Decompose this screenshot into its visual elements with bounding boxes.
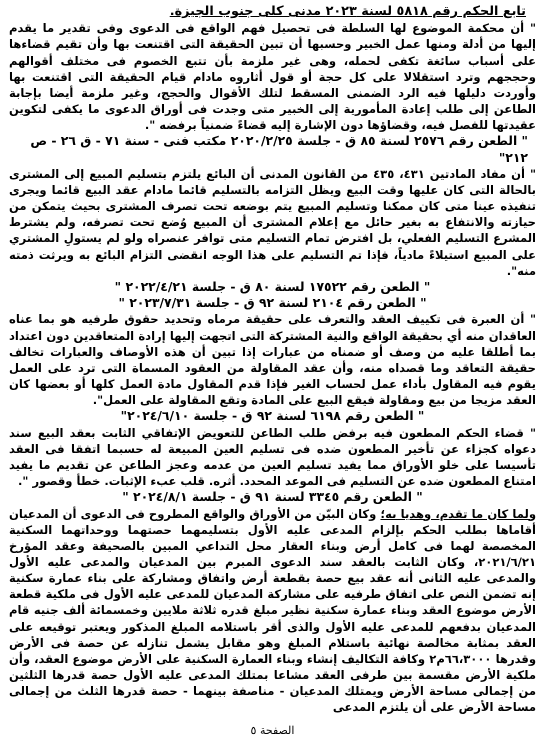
paragraph-body: وكان البيّن من الأوراق والواقع المطروح فى الدعوى أن المدعيان أقاماها بطلب الحكم بإلزام المدعى عليه الأول بتسليمهما حصتهما ووحداتهما السكنية المخصصة لهما فى كامل أرض وبناء العقار محل التداعي المبين بالصحيفة وعقد المؤرخ ٢٠٢١/٦/٢١، وكان الثابت بالعقد سند الدعوى المبرم بين المدعيان والمدعى عليه الأول والمدعى عليه الثانى أنه عقد بيع حصة بقطعة أرض واتفاق ومشاركة على بناء عمارة سكنية إنه تضمن النص على اتفاق طرفيه على مشاركة المدعيان للمدعى عليه الأول فى ملكية قطعة الأرض موضوع العقد وبناء عمارة سكنية نظير مبلغ قدره ثلاثة ملايين وخمسمائة ألف جنيه قام المدعيان بدفعهم للمدعى عليه الأول والذى أقر باستلامه المبلغ المذكور ويعتبر توقيعه على العقد بمثابة مخالصة نهائية باستلام المبلغ وهو مقابل يشمل تنازله عن حصة فى الأرض وقدرها ٦٦،٣٠٠٠م٢ وكافة التكاليف إنشاء وبناء العمارة السكنية على الأرض موضوع العقد، وأن ملكية الأرض مقسمة بين طرفى العقد مشاعا بمتلك المدعى عليه الأول حصة قدرها الثلثين من إجمالى مساحة الأرض ويمتلك المدعيان - مناصفة بينهما - حصة قدرها الثلث من إجمالى مساحة الأرض على أن يلتزم المدعى	[9, 506, 536, 715]
ruling-citation: " الطعن رقم ٢٥٧٦ لسنة ٨٥ ق - جلسة ٢٠٢٠/٢/٢٥ مكتب فنى - سنة ٧١ - ق ٢٦ - ص ٢١٢"	[30, 133, 528, 165]
page-number: الصفحة ٥	[250, 724, 295, 737]
ruling-citation: " الطعن رقم ٦١٩٨ لسنة ٩٢ ق - جلسة ٢٠٢٤/٦/١٠"	[120, 408, 425, 424]
paragraph-contract-characterization: " أن العبرة فى تكييف العقد والتعرف على حقيقة مرماه وتحديد حقوق طرفيه هو بما عناه العاقدان منه أي بحقيقة الواقع والنية المشتركة التى اتجهت إليها إرادة المتعاقدين دون اعتداد بما أطلقا عليه من وصف أو ضمناه من عبارات إذا تبين أن هذه الأوصاف والعبارات تخالف حقيقة التعاقد وما قصداه منه، وأن عقد المقاولة من العقود المسماة التى ترد على العمل يقوم فيه المقاول بأداء عمل لحساب الغير فإذا قدم المقاول مادة العمل كلها أو بعضها كان العقد مزيجا من بيع ومقاولة فيقع البيع على المادة وتقع المقاولة على العمل".	[9, 312, 536, 408]
paragraph-court-discretion: " أن محكمة الموضوع لها السلطة فى تحصيل فهم الواقع فى الدعوى وفى تقدير ما يقدم إليها من أدلة ومنها عمل الخبير وحسبها أن تبين الحقيقة التى اقتنعت بها وأن تقيم قضاءها على أسباب سائغة تكفى لحمله، وهى غير ملزمة بأن تتبع الخصوم فى مختلف أقوالهم وحججهم وترد استقلالا على كل حجة أو قول أثاروه مادام قيام الحقيقة التى اقتنعت بها وأوردت دليلها فيه الرد الضمنى المسقط لتلك الأقوال والحجج، وغير ملزمة أيضا بإجابة الطاعن إلى طلب إعادة المأمورية إلى الخبير متى وجدت فى أوراق الدعوى ما يكفى لتكوين عقيدتها للفصل فيه، وقضاؤها دون الإشارة إليه قضاءً ضمنياً برفضه ".	[9, 21, 536, 133]
paragraph-compensation-ruling: " قضاء الحكم المطعون فيه برفض طلب الطاعن للتعويض الإتفاقي الثابت بعقد البيع سند دعواه كجزاء عن تأخير المطعون ضده فى تسليم العين المبيعة له حسبما اتفقا فى العقد تأسيسا على خلو الأوراق مما يفيد تسليم العين من عدمه وعجز الطاعن عن تقديم ما يفيد امتناع المطعون ضده عن التسليم فى الموعد المحدد. أثره. قلب عبء الإثبات. خطأ وقصور ".	[9, 425, 536, 489]
page-heading	[9, 4, 526, 20]
heading-text: تابع الحكم رقم ٥٨١٨ لسنة ٢٠٢٣ مدنى كلى جنوب الجيزة.	[169, 4, 526, 19]
document-body	[9, 20, 536, 715]
paragraph-delivery-obligation: " أن مفاد المادتين ٤٣١، ٤٣٥ من القانون المدنى أن البائع يلتزم بتسليم المبيع إلى المشترى بالحالة التى كان عليها وقت البيع ويظل التزامه بالتسليم قائما مادام عقد البيع قائما ويجرى تنفيذه عينا متى كان ممكنا وتسليم المبيع يتم بوضعه تحت تصرف المشترى بحيث يتمكن من حيازته والانتفاع به بغير حائل مع إعلام المشترى أن المبيع وُضع تحت تصرفه، ولم يشترط المشرع التسليم الفعلي، بل افترض تمام التسليم متى توافر عنصراه ولو لم يستولِ المشتري على المبيع استيلاءً مادياً، فإذا تم التسليم على هذا الوجه انقضى التزام البائع به ويرثت ذمته منه".	[9, 166, 536, 278]
paragraph-lead: ولما كان ما تقدم، وهديا به؛	[380, 506, 536, 521]
ruling-citation: " الطعن رقم ١٧٥٢٢ لسنة ٨٠ ق - جلسة ٢٠٢٢/٤/٢١ "	[114, 278, 431, 294]
paragraph-case-facts	[9, 506, 536, 716]
ruling-citation: " الطعن رقم ٣٣٤٥ لسنة ٩١ ق - جلسة ٢٠٢٤/٨/١ "	[122, 489, 423, 505]
ruling-citation: " الطعن رقم ٢١٠٤ لسنة ٩٢ ق - جلسة ٢٠٢٣/٧/٣١ "	[118, 295, 427, 311]
